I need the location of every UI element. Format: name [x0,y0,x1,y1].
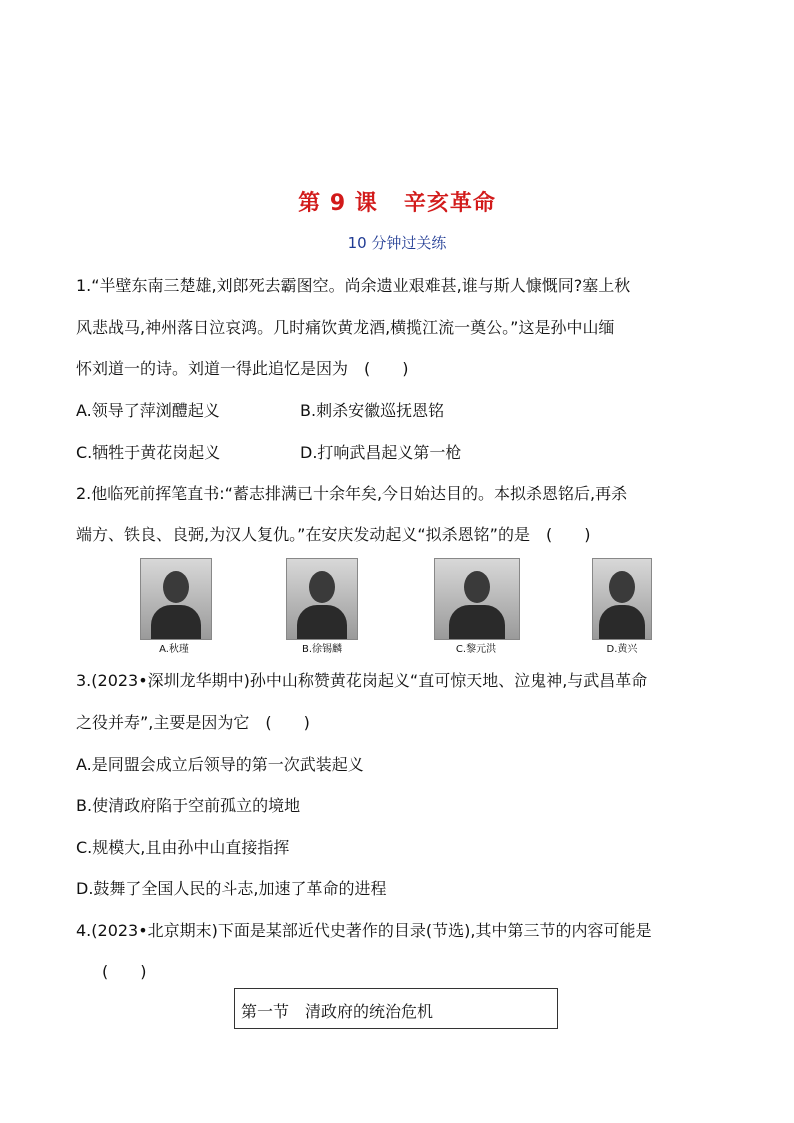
q1-option-d: D.打响武昌起义第一枪 [300,443,462,462]
q3-option-a: A.是同盟会成立后领导的第一次武装起义 [76,755,364,774]
toc-first-section: 第一节 清政府的统治危机 [241,1002,434,1021]
caption-a: A.秋瑾 [159,644,189,655]
q3-option-b: B.使清政府陷于空前孤立的境地 [76,796,301,815]
lesson-title [0,186,794,217]
q1-line-1: 1.“半壁东南三楚雄,刘郎死去霸图空。尚余遗业艰难甚,谁与斯人慷慨同?塞上秋 [76,276,631,295]
q3-line-2: 之役并寿”,主要是因为它 ( ) [76,713,310,732]
portrait-photo-c [434,558,520,640]
q3-option-c: C.规模大,且由孙中山直接指挥 [76,838,290,857]
portrait-photo-b [286,558,358,640]
toc-box [234,988,558,1029]
q2-line-1: 2.他临死前挥笔直书:“蓄志排满已十余年矣,今日始达目的。本拟杀恩铭后,再杀 [76,484,628,503]
q1-option-b: B.刺杀安徽巡抚恩铭 [300,401,445,420]
portrait-photo-d [592,558,652,640]
q1-option-c: C.牺牲于黄花岗起义 [76,443,221,462]
portrait-photo-a [140,558,212,640]
q3-option-d: D.鼓舞了全国人民的斗志,加速了革命的进程 [76,879,387,898]
q1-line-2: 风悲战马,神州落日泣哀鸿。几时痛饮黄龙酒,横揽江流一奠公。”这是孙中山缅 [76,318,615,337]
caption-c: C.黎元洪 [455,644,497,655]
q4-line-2: ( ) [86,962,147,981]
caption-b: B.徐锡麟 [301,644,343,655]
q1-line-3: 怀刘道一的诗。刘道一得此追忆是因为 ( ) [76,359,409,378]
q4-line-1: 4.(2023•北京期末)下面是某部近代史著作的目录(节选),其中第三节的内容可能是 [76,921,652,940]
q3-line-1: 3.(2023•深圳龙华期中)孙中山称赞黄花岗起义“直可惊天地、泣鬼神,与武昌革命 [76,671,648,690]
lesson-number: 第 9 课 [298,191,378,216]
lesson-topic: 辛亥革命 [403,191,496,216]
q2-line-2: 端方、铁良、良弼,为汉人复仇。”在安庆发动起义“拟杀恩铭”的是 ( ) [76,525,591,544]
caption-d: D.黄兴 [606,644,638,655]
lesson-subtitle: 10 分钟过关练 [347,234,447,252]
q1-option-a: A.领导了萍浏醴起义 [76,401,220,420]
